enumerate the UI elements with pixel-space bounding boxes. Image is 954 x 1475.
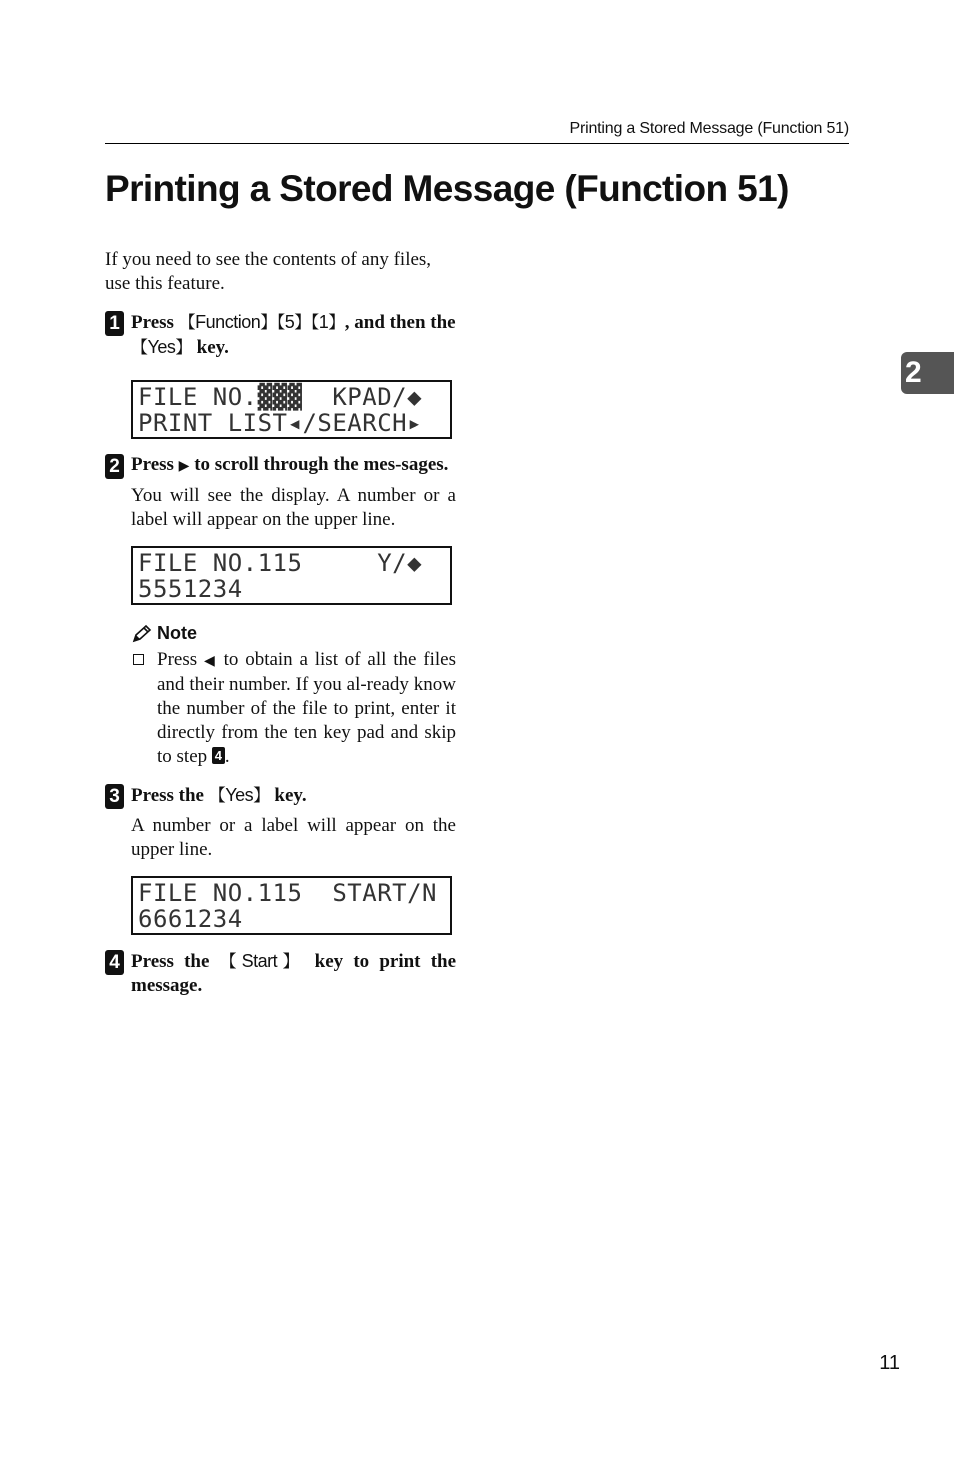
step-instruction: [131, 949, 456, 998]
checkbox-icon: [133, 654, 144, 665]
pencil-icon: [131, 624, 153, 644]
instruction-text: Press the: [131, 785, 209, 806]
instruction-text: key to print the message.: [131, 951, 457, 996]
lcd-line-1: FILE NO.115 Y/◆: [138, 549, 423, 577]
yes-key-label: 【Yes】: [208, 785, 270, 806]
chapter-number: 2: [905, 356, 922, 389]
instruction-text: key.: [191, 337, 229, 358]
key-5-label: 【5】: [276, 312, 311, 333]
note-text: .: [224, 746, 230, 767]
note-text: Press: [157, 649, 204, 670]
note-text: to obtain a list of all the files and their number. If you al-ready know the number of the file to print, enter it directly from the ten key pad and skip to step: [157, 649, 456, 767]
lcd-line-1: FILE NO.115 START/N: [138, 879, 437, 907]
step-body: You will see the display. A number or a label will appear on the upper line.: [131, 485, 456, 530]
intro-paragraph: If you need to see the contents of any files, use this feature.: [105, 249, 432, 294]
lcd-line-2: 6661234: [138, 905, 243, 933]
step-number-badge: 4: [105, 950, 124, 975]
instruction-text: Press the: [131, 951, 220, 972]
yes-key-label: 【Yes】: [131, 337, 192, 358]
instruction-text: to scroll through the mes-sages.: [189, 454, 449, 475]
note-label: Note: [157, 623, 197, 643]
step-number-badge: 3: [105, 784, 124, 809]
instruction-text: key.: [269, 785, 307, 806]
lcd-line-2: PRINT LIST◂/SEARCH▸: [138, 409, 423, 437]
step-1: [105, 310, 456, 439]
lcd-line-1: FILE NO.▓▓▓ KPAD/◆: [138, 383, 423, 411]
function-key-label: 【Function】: [178, 312, 277, 333]
left-arrow-icon: ◀: [203, 653, 217, 669]
step-2: [105, 453, 456, 769]
lcd-display: [131, 876, 452, 935]
note-item: [131, 648, 456, 769]
start-key-label: 【Start】: [219, 951, 305, 972]
step-reference-badge: 4: [212, 747, 225, 764]
chapter-tab: [901, 352, 954, 394]
step-number-badge: 1: [105, 311, 124, 336]
step-number-badge: 2: [105, 454, 124, 479]
instruction-text: , and then the: [344, 312, 456, 333]
step-instruction: [131, 783, 456, 808]
lcd-line-2: 5551234: [138, 575, 243, 603]
running-header: Printing a Stored Message (Function 51): [569, 120, 849, 137]
note-heading: [131, 623, 456, 644]
page-title: Printing a Stored Message (Function 51): [105, 168, 789, 209]
lcd-display: [131, 546, 452, 605]
instruction-text: Press: [131, 312, 179, 333]
step-instruction: [131, 310, 456, 360]
right-arrow-icon: ▶: [178, 458, 190, 474]
step-instruction: [131, 453, 456, 478]
step-3: [105, 783, 456, 935]
main-column: [105, 248, 456, 998]
key-1-label: 【1】: [310, 312, 345, 333]
page-number: 11: [879, 1352, 900, 1374]
instruction-text: Press: [131, 454, 179, 475]
step-body: A number or a label will appear on the upper line.: [131, 815, 456, 860]
header-rule: [105, 143, 849, 144]
step-4: [105, 949, 456, 998]
lcd-display: [131, 380, 452, 439]
